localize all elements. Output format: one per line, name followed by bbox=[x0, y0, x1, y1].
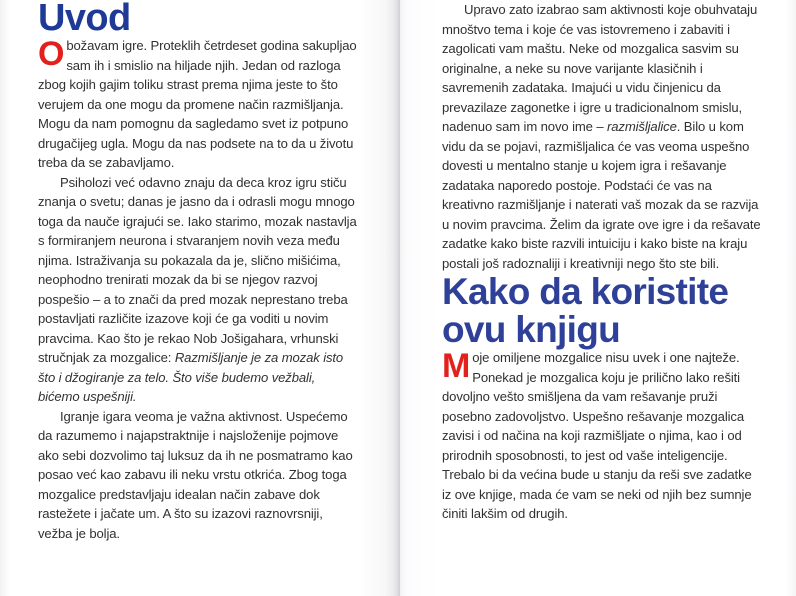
right-paragraph-2 bbox=[442, 348, 764, 524]
left-paragraph-1-text: božavam igre. Proteklih četrdeset godina sakupljao sam ih i smislio na hiljade njih. Jedan od razloga zbog kojih gajim toliku strast prema njima jeste to što verujem da one mogu da promene način razmišljanja. Mogu da nam pomognu da sagledamo svet iz potpuno drugačijeg ugla. Mogu da nas podsete na to da u životu treba da se zabavljamo. bbox=[38, 38, 357, 171]
right-paragraph-1-italic-term: razmišljalice bbox=[607, 119, 677, 134]
right-text-column bbox=[442, 0, 764, 524]
left-paragraph-2 bbox=[38, 173, 360, 407]
section-title: Kako da koristite ovu knjigu bbox=[442, 271, 729, 350]
left-paragraph-3: Igranje igara veoma je važna aktivnost. Uspećemo da razumemo i najapstraktnije i najsloženije pojmove ako sebi dozvolimo taj luksuz da ih ne posmatramo kao posao već kao zabavu ili neku vrstu otkrića. Zbog toga mozgalice predstavljaju idealan način zabave dok rastežete i jačate um. A što su izazovi raznovrsniji, vežba je bolja. bbox=[38, 408, 353, 541]
right-paragraph-2-text: oje omiljene mozgalice nisu uvek i one najteže. Ponekad je mozgalica koju je prilično lako rešiti dovoljno vešto smišljena da vam rešavanje pruži posebno zadovoljstvo. Uspešno rešavanje mozgalica zavisi i od načina na koji razmišljate o njima, kao i od prirodnih sposobnosti, to jest od vaše inteligencije. Trebalo bi da većina bude u stanju da reši sve zadatke iz ove knjige, mada će vam se neki od njih bez sumnje činiti lakšim od drugih. bbox=[442, 350, 752, 522]
dropcap-o: O bbox=[38, 35, 65, 74]
left-paragraph-2-text: Psiholozi već odavno znaju da deca kroz igru stiču znanja o svetu; danas je jasno da i odrasli mogu mnogo toga da nauče igrajući se. Iako starimo, mozak nastavlja s formiranjem neurona i stvaranjem novih veza među njima. Istraživanja su pokazala da je, slično mišićima, neophodno trenirati mozak da bi se njegov razvoj pospešio – a to znači da pred mozak neprestano treba postavljati različite izazove koji će ga voditi u novim pravcima. Kao što je rekao Nob Jošigahara, vrhunski stručnjak za mozgalice: bbox=[38, 174, 357, 366]
right-paragraph-1-text-a: Upravo zato izabrao sam aktivnosti koje obuhvataju mnoštvo tema i koje će vas istovremeno i zabaviti i zagolicati vam maštu. Neke od mozgalica sasvim su originalne, a neke su nove varijante klasičnih i savremenih zadataka. Imajući u vidu činjenicu da prevazilaze zagonetke i igre u tradicionalnom smislu, nadenuo sam im novo ime – bbox=[442, 2, 758, 134]
right-page bbox=[400, 0, 796, 596]
dropcap-m: M bbox=[442, 347, 471, 386]
right-paragraph-1 bbox=[442, 0, 764, 273]
right-paragraph-1-text-b: . Bilo u kom vidu da se pojavi, razmišljalica će vas veoma uspešno dovesti u mentalno stanje u kojem igra i rešavanje zadataka naporedo postoje. Podstaći će vas na kreativno razmišljanje i naterati vaš mozak da se razvija u novim pravcima. Želim da igrate ove igre i da rešavate zadatke kako biste razvili intuiciju i kako biste na kraju postali još radoznaliji i kreativniji nego što ste bili. bbox=[442, 119, 761, 271]
left-page bbox=[0, 0, 396, 596]
left-paragraph-2-quote: Razmišljanje je za mozak isto što i džogiranje za telo. Što više budemo vežbali, bićemo uspešniji. bbox=[38, 350, 344, 405]
chapter-title: Uvod bbox=[38, 0, 131, 39]
left-text-column bbox=[38, 0, 360, 543]
left-paragraph-1 bbox=[38, 36, 360, 173]
